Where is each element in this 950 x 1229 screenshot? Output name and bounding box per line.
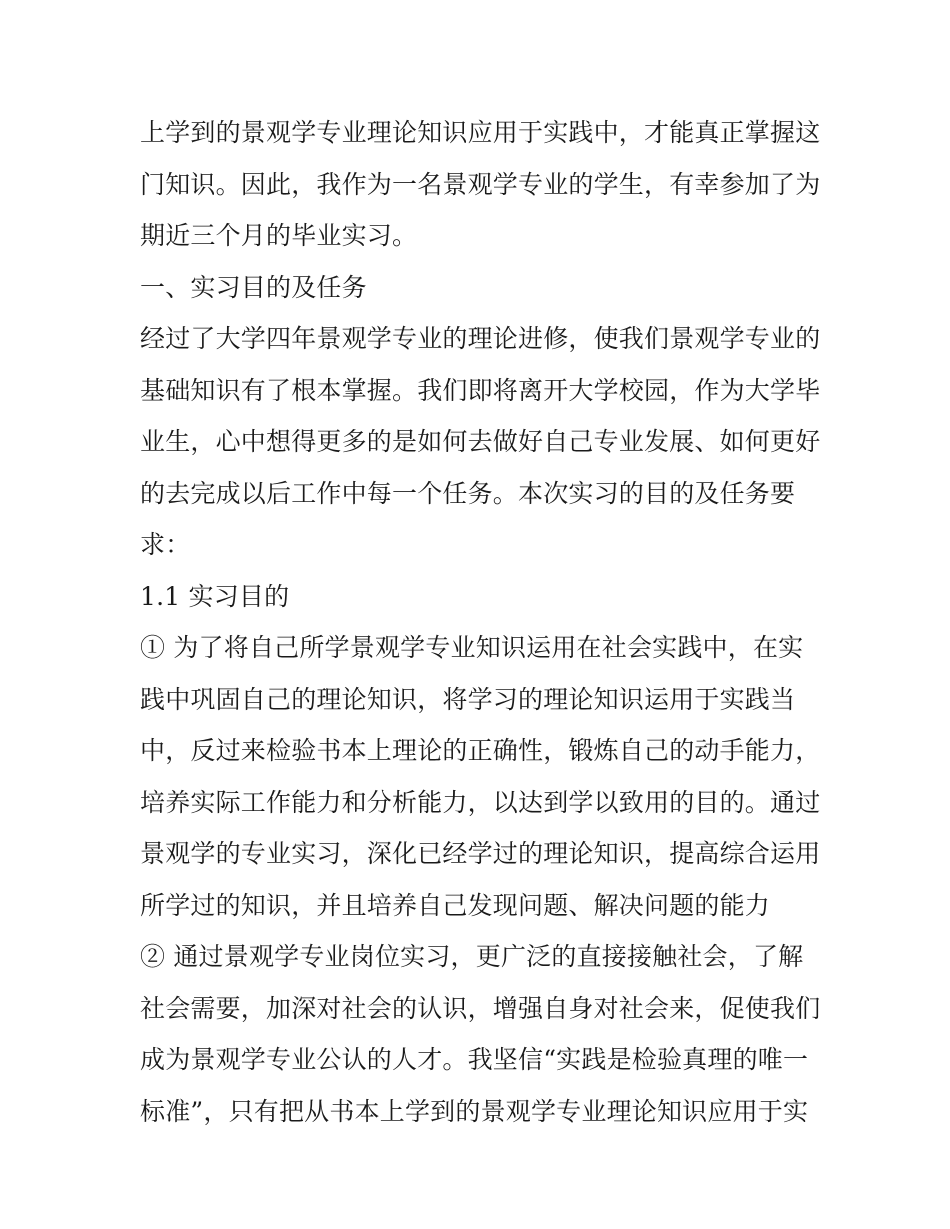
- text-line: 基础知识有了根本掌握。我们即将离开大学校园，作为大学毕: [140, 375, 821, 405]
- text-line: 践中巩固自己的理论知识，将学习的理论知识运用于实践当: [140, 684, 796, 714]
- text-line: 中，反过来检验书本上理论的正确性，锻炼自己的动手能力，: [140, 736, 821, 765]
- text-line: 求：: [140, 530, 191, 559]
- text-line: 的去完成以后工作中每一个任务。本次实习的目的及任务要: [140, 478, 796, 508]
- text-line: 景观学的专业实习，深化已经学过的理论知识，提高综合运用: [140, 839, 821, 868]
- document-body: [140, 107, 830, 1137]
- text-line: 培养实际工作能力和分析能力，以达到学以致用的目的。通过: [140, 787, 821, 817]
- subsection-heading: 1.1 实习目的: [140, 581, 290, 611]
- text-line: ② 通过景观学专业岗位实习，更广泛的直接接触社会，了解: [140, 942, 804, 971]
- text-line: 经过了大学四年景观学专业的理论进修，使我们景观学专业的: [140, 324, 821, 353]
- section-heading: 一、实习目的及任务: [140, 272, 367, 302]
- text-line: ① 为了将自己所学景观学专业知识运用在社会实践中，在实: [140, 633, 804, 662]
- text-line: 门知识。因此，我作为一名景观学专业的学生，有幸参加了为: [140, 169, 821, 199]
- text-line: 标准”，只有把从书本上学到的景观学专业理论知识应用于实: [140, 1096, 809, 1126]
- text-line: 上学到的景观学专业理论知识应用于实践中，才能真正掌握这: [140, 118, 821, 147]
- text-line: 业生，心中想得更多的是如何去做好自己专业发展、如何更好: [140, 427, 821, 456]
- text-line: 所学过的知识，并且培养自己发现问题、解决问题的能力: [140, 890, 771, 920]
- text-line: 成为景观学专业公认的人才。我坚信“实践是检验真理的唯一: [140, 1045, 809, 1074]
- text-line: 期近三个月的毕业实习。: [140, 221, 418, 250]
- text-line: 社会需要，加深对社会的认识，增强自身对社会来，促使我们: [140, 993, 821, 1023]
